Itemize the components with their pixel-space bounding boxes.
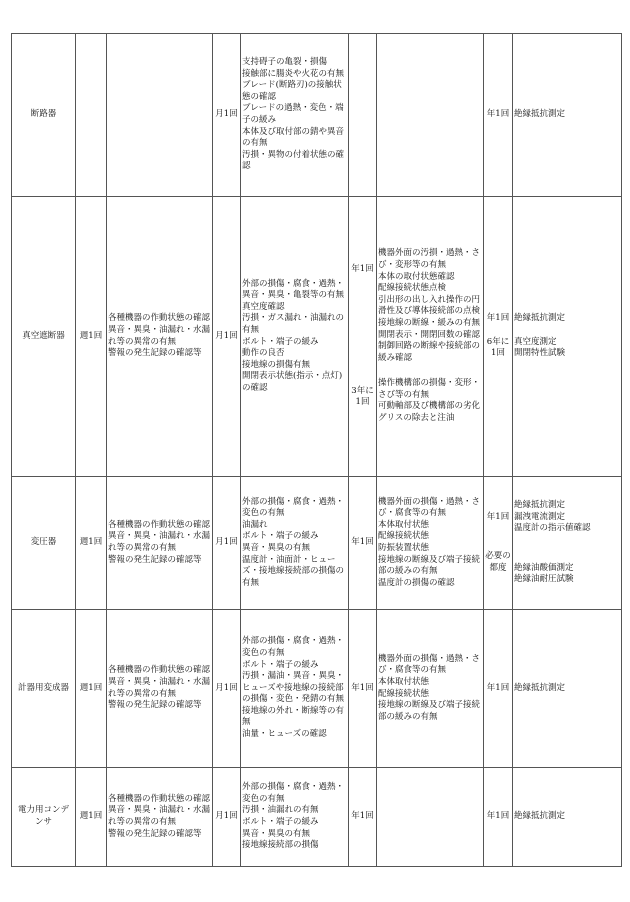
monthly-item: 真空度確認 bbox=[242, 301, 285, 312]
monthly-item: ボルト・端子の緩み bbox=[242, 336, 319, 347]
test-item: 絶縁抵抗測定 bbox=[514, 811, 566, 822]
test-items bbox=[513, 768, 622, 867]
test-item: 絶縁抵抗測定 bbox=[514, 109, 566, 120]
monthly-item: 接地線の外れ・断線等の有無 bbox=[242, 705, 345, 728]
daily-item: 異音・異臭・油漏れ・水漏れ等の異常の有無 bbox=[108, 676, 211, 699]
annual-items bbox=[377, 34, 484, 197]
test-items bbox=[513, 477, 622, 610]
daily-item: 各種機器の作動状態の確認 bbox=[108, 665, 211, 676]
test-item: 絶縁抵抗測定 bbox=[514, 682, 566, 693]
table-row bbox=[12, 768, 622, 867]
monthly-item: 本体及び取付部の錆や異音の有無 bbox=[242, 126, 345, 149]
annual-item: 本体取付状態 bbox=[378, 676, 430, 687]
monthly-item: 外部の損傷・腐食・過熱・変色の有無 bbox=[242, 496, 345, 519]
inspection-table bbox=[11, 33, 622, 867]
test-frequency bbox=[484, 610, 513, 768]
daily-frequency-text: 週1回 bbox=[79, 330, 103, 341]
monthly-item: 汚損・異物の付着状態の確認 bbox=[242, 149, 345, 172]
monthly-item: ブレード(断路刃)の接触状態の確認 bbox=[242, 80, 342, 102]
equipment-name-line: 真空遮断器 bbox=[22, 330, 65, 341]
test-item: 絶縁油酸価測定 bbox=[514, 562, 574, 573]
monthly-frequency bbox=[213, 197, 241, 477]
daily-items bbox=[107, 34, 213, 197]
monthly-item: ボルト・端子の緩み bbox=[242, 817, 319, 827]
annual-item: 温度計の損傷の確認 bbox=[378, 577, 455, 588]
annual-item: 機器外面の汚損・過熱・さび・変形等の有無 bbox=[378, 248, 481, 270]
test-frequency-text: 6年に1回 bbox=[486, 336, 510, 359]
annual-frequency bbox=[349, 197, 377, 477]
monthly-frequency-text: 月1回 bbox=[215, 109, 238, 120]
equipment-name-line: 断路器 bbox=[30, 109, 57, 120]
monthly-item: 開閉表示状態(指示・点灯)の確認 bbox=[242, 371, 343, 393]
test-items bbox=[513, 34, 622, 197]
annual-item: 制御回路の断線や接続部の緩み確認 bbox=[378, 341, 481, 363]
equipment-name bbox=[12, 34, 76, 197]
monthly-frequency-text: 月1回 bbox=[215, 330, 238, 341]
equipment-name-line: 電力用コンデ bbox=[17, 805, 69, 816]
monthly-item: ボルト・端子の緩み bbox=[242, 659, 319, 670]
daily-frequency bbox=[76, 610, 107, 768]
monthly-frequency-text: 月1回 bbox=[215, 537, 238, 548]
annual-item: 配線接続状態 bbox=[378, 688, 430, 699]
annual-item: 配線接続状態 bbox=[378, 531, 430, 542]
daily-item: 各種機器の作動状態の確認 bbox=[108, 313, 211, 324]
table-row bbox=[12, 477, 622, 610]
daily-item: 各種機器の作動状態の確認 bbox=[108, 793, 211, 804]
daily-frequency-text: 週1回 bbox=[79, 682, 103, 693]
monthly-item: 汚損・ガス漏れ・油漏れの有無 bbox=[242, 313, 345, 335]
monthly-frequency-text: 月1回 bbox=[215, 811, 238, 822]
daily-frequency-text: 週1回 bbox=[79, 537, 103, 548]
annual-item: 操作機構部の損傷・変形・さび等の有無 bbox=[378, 378, 481, 400]
table-row bbox=[12, 34, 622, 197]
annual-item: 本体取付状態 bbox=[378, 519, 430, 530]
daily-items bbox=[107, 197, 213, 477]
annual-items bbox=[377, 197, 484, 477]
test-frequency bbox=[484, 768, 513, 867]
test-frequency-text: 年1回 bbox=[486, 313, 510, 324]
test-item: 開閉特性試験 bbox=[514, 348, 566, 359]
daily-item: 警報の発生記録の確認等 bbox=[108, 700, 202, 711]
annual-item: 防振装置状態 bbox=[378, 543, 430, 553]
daily-frequency bbox=[76, 477, 107, 610]
equipment-name bbox=[12, 477, 76, 610]
monthly-item: 汚損・油漏れの有無 bbox=[242, 805, 319, 816]
monthly-frequency bbox=[213, 610, 241, 768]
monthly-items bbox=[241, 768, 349, 867]
monthly-item: 外部の損傷・腐食・過熱・異音・異臭・亀裂等の有無 bbox=[242, 278, 345, 301]
monthly-item: 動作の良否 bbox=[242, 348, 285, 359]
monthly-item: 汚損・漏油・異音・異臭・ヒューズや接地線の接続部の損傷・変色・発錆の有無 bbox=[242, 671, 345, 705]
annual-item: 本体の取付状態確認 bbox=[378, 271, 455, 282]
monthly-item: 支持碍子の亀裂・損傷 bbox=[242, 57, 328, 68]
test-item: 絶縁油耐圧試験 bbox=[514, 574, 574, 585]
annual-frequency bbox=[349, 34, 377, 197]
monthly-item: 異音・異臭の有無 bbox=[242, 543, 311, 553]
test-frequency bbox=[484, 477, 513, 610]
test-items bbox=[513, 610, 622, 768]
monthly-item: 接地線接続部の損傷 bbox=[242, 840, 319, 851]
monthly-frequency-text: 月1回 bbox=[215, 682, 238, 693]
daily-items bbox=[107, 477, 213, 610]
monthly-item: 油漏れ bbox=[242, 519, 268, 530]
monthly-frequency bbox=[213, 34, 241, 197]
table-row bbox=[12, 610, 622, 768]
test-item: 温度計の指示値確認 bbox=[514, 523, 591, 534]
test-frequency-text: 必要の都度 bbox=[485, 551, 511, 573]
monthly-item: ブレードの過熱・変色・端子の緩み bbox=[242, 103, 344, 125]
daily-frequency-text: 週1回 bbox=[79, 811, 103, 822]
daily-item: 異音・異臭・油漏れ・水漏れ等の異常の有無 bbox=[108, 805, 211, 827]
daily-items bbox=[107, 610, 213, 768]
annual-frequency bbox=[349, 768, 377, 867]
annual-frequency-text: 年1回 bbox=[351, 811, 374, 822]
test-item: 絶縁抵抗測定 bbox=[514, 313, 566, 324]
annual-frequency-text: 年1回 bbox=[351, 264, 374, 275]
monthly-frequency bbox=[213, 768, 241, 867]
daily-item: 警報の発生記録の確認等 bbox=[108, 828, 202, 839]
annual-frequency-text: 年1回 bbox=[351, 682, 374, 693]
annual-items bbox=[377, 477, 484, 610]
annual-items bbox=[377, 610, 484, 768]
annual-item: 機器外面の損傷・過熱・さび・腐食等の有無 bbox=[378, 496, 481, 519]
test-items bbox=[513, 197, 622, 477]
daily-item: 警報の発生記録の確認等 bbox=[108, 348, 202, 359]
annual-item: 配線接続状態点検 bbox=[378, 283, 447, 294]
annual-frequency bbox=[349, 477, 377, 610]
daily-item: 異音・異臭・油漏れ・水漏れ等の異常の有無 bbox=[108, 531, 211, 553]
monthly-item: 外部の損傷・腐食・過熱・変色の有無 bbox=[242, 636, 345, 658]
daily-frequency bbox=[76, 34, 107, 197]
monthly-items bbox=[241, 34, 349, 197]
monthly-items bbox=[241, 477, 349, 610]
test-frequency bbox=[484, 34, 513, 197]
monthly-item: 異音・異臭の有無 bbox=[242, 828, 311, 839]
test-item: 真空度測定 bbox=[514, 336, 557, 347]
annual-item: 可動軸部及び機構部の劣化グリスの除去と注油 bbox=[378, 401, 481, 424]
monthly-frequency bbox=[213, 477, 241, 610]
equipment-name bbox=[12, 768, 76, 867]
annual-items bbox=[377, 768, 484, 867]
table-row bbox=[12, 197, 622, 477]
annual-item: 接地線の断線及び端子接続部の緩みの有無 bbox=[378, 700, 481, 722]
daily-item: 各種機器の作動状態の確認 bbox=[108, 519, 211, 530]
annual-frequency bbox=[349, 610, 377, 768]
monthly-item: 油量・ヒューズの確認 bbox=[242, 729, 327, 740]
test-frequency-text: 年1回 bbox=[486, 811, 510, 822]
daily-item: 警報の発生記録の確認等 bbox=[108, 554, 202, 565]
annual-item: 引出形の出し入れ操作の円滑性及び導体接続部の点検 bbox=[378, 294, 481, 317]
monthly-items bbox=[241, 610, 349, 768]
test-frequency-text: 年1回 bbox=[486, 109, 510, 120]
test-item: 漏洩電流測定 bbox=[514, 511, 566, 522]
equipment-name-line: ンサ bbox=[34, 817, 52, 827]
daily-frequency bbox=[76, 768, 107, 867]
annual-item: 接地線の断線及び端子接続部の緩みの有無 bbox=[378, 554, 481, 577]
annual-item: 接地線の断線・緩みの有無 bbox=[378, 317, 481, 328]
test-frequency-text: 年1回 bbox=[486, 511, 510, 522]
test-frequency bbox=[484, 197, 513, 477]
monthly-item: ボルト・端子の緩み bbox=[242, 531, 319, 542]
annual-frequency-text: 年1回 bbox=[351, 537, 374, 548]
annual-frequency-text: 3年に1回 bbox=[351, 385, 374, 408]
daily-items bbox=[107, 768, 213, 867]
monthly-item: 接地線の損傷有無 bbox=[242, 359, 311, 370]
monthly-item: 外部の損傷・腐食・過熱・変色の有無 bbox=[242, 782, 345, 804]
equipment-name bbox=[12, 610, 76, 768]
annual-item: 開閉表示・開閉回数の確認 bbox=[378, 329, 481, 340]
monthly-item: 接触部に腸炎や火花の有無 bbox=[242, 68, 345, 79]
monthly-item: 温度計・油面計・ヒューズ・接地線接続部の損傷の有無 bbox=[242, 554, 345, 588]
annual-item: 機器外面の損傷・過熱・さび・腐食等の有無 bbox=[378, 653, 481, 676]
test-item: 絶縁抵抗測定 bbox=[514, 500, 566, 511]
test-frequency-text: 年1回 bbox=[486, 682, 510, 693]
equipment-name-line: 変圧器 bbox=[30, 537, 57, 548]
daily-item: 異音・異臭・油漏れ・水漏れ等の異常の有無 bbox=[108, 324, 211, 347]
equipment-name bbox=[12, 197, 76, 477]
equipment-name-line: 計器用変成器 bbox=[17, 682, 69, 693]
daily-frequency bbox=[76, 197, 107, 477]
monthly-items bbox=[241, 197, 349, 477]
